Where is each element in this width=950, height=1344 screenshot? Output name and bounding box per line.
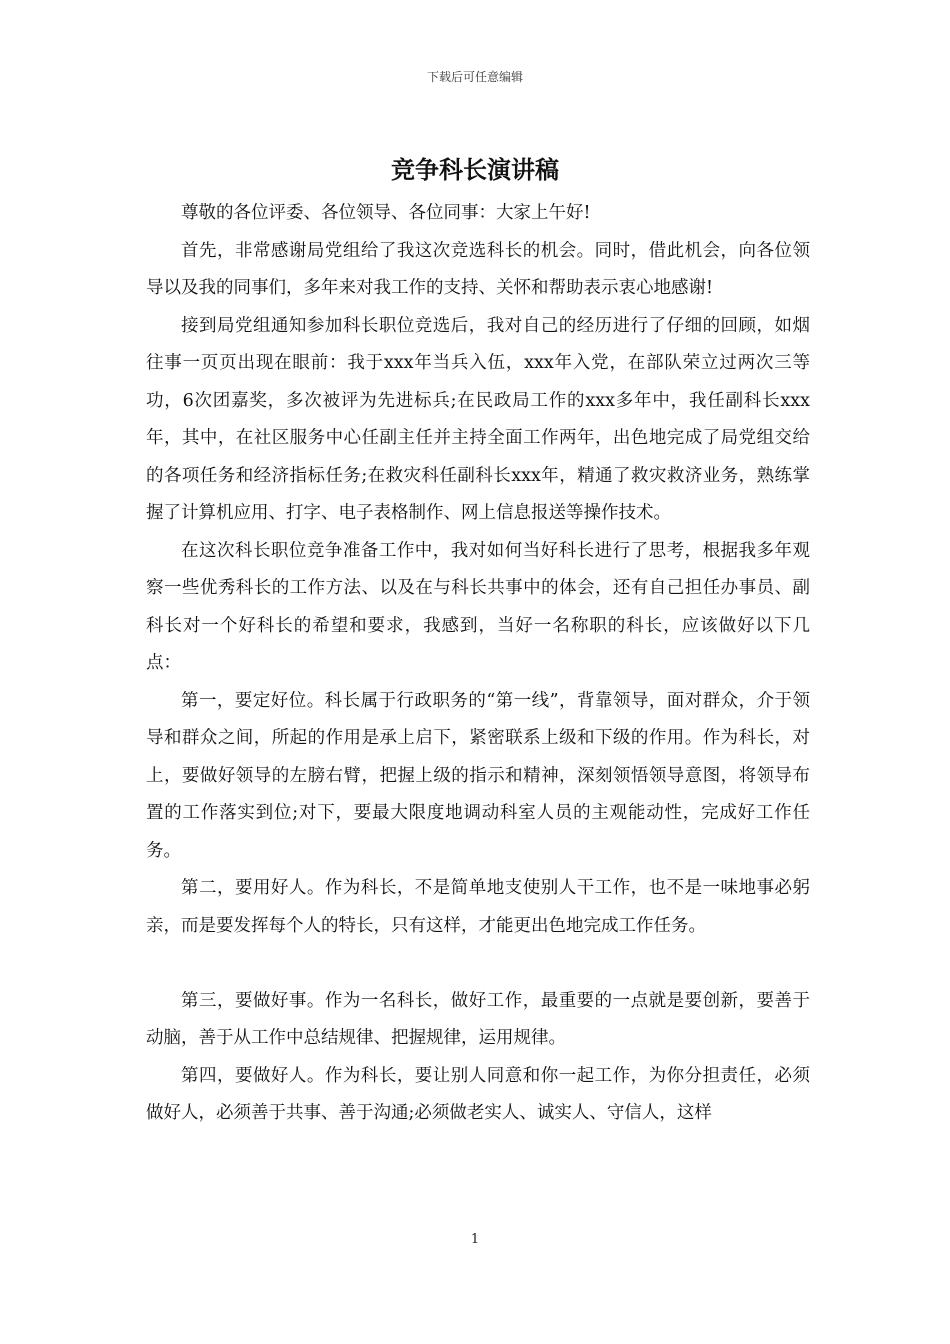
paragraph-experience: 接到局党组通知参加科长职位竞选后，我对自己的经历进行了仔细的回顾，如烟往事一页页出现在眼前：我于xxx年当兵入伍，xxx年入党，在部队荣立过两次三等功，6次团嘉奖，多次被评为先进标兵;在民政局工作的xxx多年中，我任副科长xxx年，其中，在社区服务中心任副主任并主持全面工作两年，出色地完成了局党组交给的各项任务和经济指标任务;在救灾科任副科长xxx年，精通了救灾救济业务，熟练掌握了计算机应用、打字、电子表格制作、网上信息报送等操作技术。 (146, 315, 810, 523)
document-body (146, 195, 810, 1133)
header-note: 下载后可任意编辑 (426, 70, 523, 84)
paragraph-thanks: 首先，非常感谢局党组给了我这次竞选科长的机会。同时，借此机会，向各位领导以及我的同事们，多年来对我工作的支持、关怀和帮助表示衷心地感谢! (146, 240, 810, 298)
paragraph-reflection: 在这次科长职位竞争准备工作中，我对如何当好科长进行了思考，根据我多年观察一些优秀科长的工作方法、以及在与科长共事中的体会，还有自己担任办事员、副科长对一个好科长的希望和要求，我感到，当好一名称职的科长，应该做好以下几点： (146, 540, 810, 673)
paragraph-point-two: 第二，要用好人。作为科长，不是简单地支使别人干工作，也不是一味地事必躬亲，而是要发挥每个人的特长，只有这样，才能更出色地完成工作任务。 (146, 878, 810, 936)
paragraph-point-three: 第三，要做好事。作为一名科长，做好工作，最重要的一点就是要创新，要善于动脑，善于从工作中总结规律、把握规律，运用规律。 (146, 990, 810, 1048)
paragraph-point-one: 第一，要定好位。科长属于行政职务的“第一线”，背靠领导，面对群众，介于领导和群众之间，所起的作用是承上启下，紧密联系上级和下级的作用。作为科长，对上，要做好领导的左膀右臂，把握上级的指示和精神，深刻领悟领导意图，将领导布置的工作落实到位;对下，要最大限度地调动科室人员的主观能动性，完成好工作任务。 (146, 690, 810, 861)
paragraph-point-four: 第四，要做好人。作为科长，要让别人同意和你一起工作，为你分担责任，必须做好人，必须善于共事、善于沟通;必须做老实人、诚实人、守信人，这样 (146, 1065, 810, 1123)
document-title: 竞争科长演讲稿 (391, 155, 559, 184)
paragraph-greeting: 尊敬的各位评委、各位领导、各位同事：大家上午好! (181, 203, 591, 223)
page-number: 1 (470, 1232, 480, 1247)
